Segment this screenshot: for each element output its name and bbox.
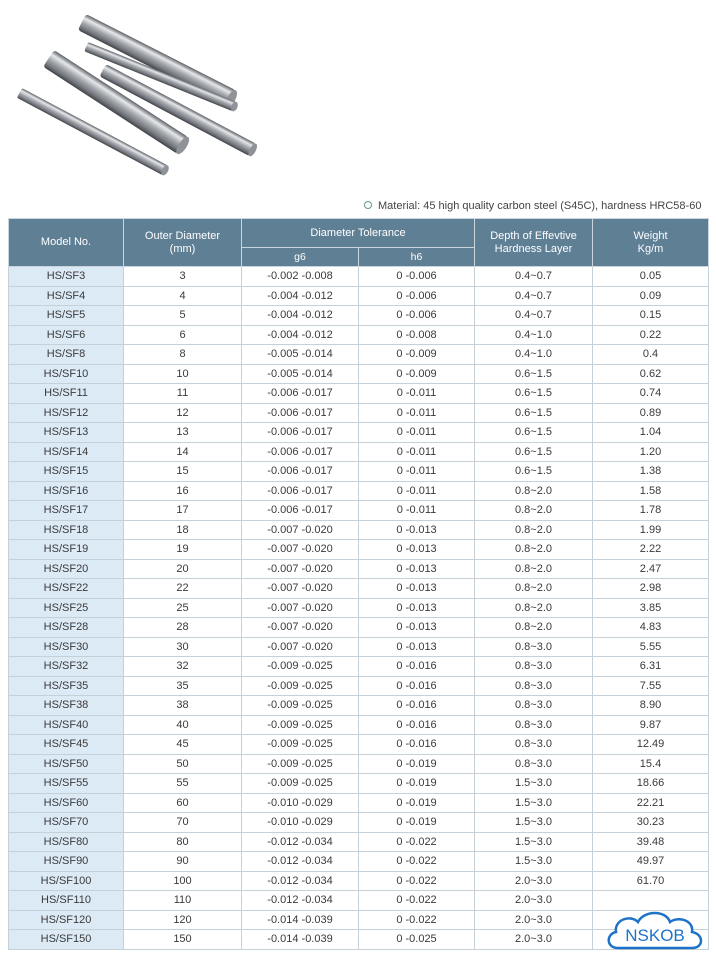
h6-cell: 0 -0.006 <box>359 286 475 306</box>
weight-cell: 61.70 <box>593 871 709 891</box>
g6-cell: -0.006 -0.017 <box>242 462 359 482</box>
h6-cell: 0 -0.011 <box>359 481 475 501</box>
model-cell: HS/SF45 <box>9 735 124 755</box>
h6-cell: 0 -0.008 <box>359 325 475 345</box>
depth-cell: 1.5~3.0 <box>475 832 593 852</box>
h6-cell: 0 -0.013 <box>359 540 475 560</box>
header-outer-diameter: Outer Diameter (mm) <box>124 219 242 267</box>
depth-cell: 0.6~1.5 <box>475 364 593 384</box>
model-cell: HS/SF28 <box>9 618 124 638</box>
h6-cell: 0 -0.019 <box>359 813 475 833</box>
weight-cell: 18.66 <box>593 774 709 794</box>
model-cell: HS/SF25 <box>9 598 124 618</box>
table-row <box>9 364 709 384</box>
table-row <box>9 735 709 755</box>
diameter-cell: 8 <box>124 345 242 365</box>
depth-cell: 0.8~3.0 <box>475 735 593 755</box>
weight-cell: 4.83 <box>593 618 709 638</box>
model-cell: HS/SF20 <box>9 559 124 579</box>
h6-cell: 0 -0.011 <box>359 403 475 423</box>
table-row <box>9 442 709 462</box>
header-h6: h6 <box>359 248 475 267</box>
g6-cell: -0.007 -0.020 <box>242 579 359 599</box>
weight-cell: 0.4 <box>593 345 709 365</box>
diameter-cell: 70 <box>124 813 242 833</box>
h6-cell: 0 -0.009 <box>359 345 475 365</box>
depth-cell: 1.5~3.0 <box>475 774 593 794</box>
diameter-cell: 30 <box>124 637 242 657</box>
weight-cell: 1.58 <box>593 481 709 501</box>
weight-cell: 3.85 <box>593 598 709 618</box>
weight-cell: 0.15 <box>593 306 709 326</box>
weight-cell: 5.55 <box>593 637 709 657</box>
diameter-cell: 18 <box>124 520 242 540</box>
g6-cell: -0.009 -0.025 <box>242 696 359 716</box>
weight-cell: 2.98 <box>593 579 709 599</box>
h6-cell: 0 -0.022 <box>359 852 475 872</box>
depth-cell: 0.6~1.5 <box>475 442 593 462</box>
weight-cell: 1.78 <box>593 501 709 521</box>
depth-cell: 2.0~3.0 <box>475 871 593 891</box>
model-cell: HS/SF19 <box>9 540 124 560</box>
diameter-cell: 14 <box>124 442 242 462</box>
depth-cell: 0.8~3.0 <box>475 696 593 716</box>
model-cell: HS/SF16 <box>9 481 124 501</box>
weight-cell: 1.20 <box>593 442 709 462</box>
depth-cell: 0.4~1.0 <box>475 325 593 345</box>
model-cell: HS/SF10 <box>9 364 124 384</box>
table-row <box>9 403 709 423</box>
diameter-cell: 6 <box>124 325 242 345</box>
depth-cell: 0.8~3.0 <box>475 657 593 677</box>
diameter-cell: 19 <box>124 540 242 560</box>
bullet-icon <box>364 201 372 209</box>
weight-cell: 49.97 <box>593 852 709 872</box>
weight-cell: 0.09 <box>593 286 709 306</box>
g6-cell: -0.007 -0.020 <box>242 637 359 657</box>
model-cell: HS/SF18 <box>9 520 124 540</box>
g6-cell: -0.006 -0.017 <box>242 384 359 404</box>
weight-cell: 0.74 <box>593 384 709 404</box>
model-cell: HS/SF90 <box>9 852 124 872</box>
h6-cell: 0 -0.019 <box>359 754 475 774</box>
depth-cell: 0.8~2.0 <box>475 598 593 618</box>
h6-cell: 0 -0.013 <box>359 559 475 579</box>
diameter-cell: 80 <box>124 832 242 852</box>
depth-cell: 1.5~3.0 <box>475 793 593 813</box>
material-note <box>364 200 701 212</box>
depth-cell: 0.6~1.5 <box>475 462 593 482</box>
g6-cell: -0.009 -0.025 <box>242 754 359 774</box>
h6-cell: 0 -0.016 <box>359 676 475 696</box>
diameter-cell: 11 <box>124 384 242 404</box>
depth-cell: 0.4~0.7 <box>475 306 593 326</box>
material-text: Material: 45 high quality carbon steel (S45C), hardness HRC58-60 <box>378 200 702 212</box>
diameter-cell: 16 <box>124 481 242 501</box>
diameter-cell: 55 <box>124 774 242 794</box>
g6-cell: -0.007 -0.020 <box>242 598 359 618</box>
g6-cell: -0.004 -0.012 <box>242 325 359 345</box>
diameter-cell: 45 <box>124 735 242 755</box>
diameter-cell: 3 <box>124 267 242 287</box>
weight-cell: 2.47 <box>593 559 709 579</box>
table-row <box>9 774 709 794</box>
header-hardness-depth: Depth of Effevtive Hardness Layer <box>475 219 593 267</box>
g6-cell: -0.009 -0.025 <box>242 676 359 696</box>
diameter-cell: 90 <box>124 852 242 872</box>
model-cell: HS/SF6 <box>9 325 124 345</box>
depth-cell: 0.8~2.0 <box>475 579 593 599</box>
header-weight: Weight Kg/m <box>593 219 709 267</box>
table-row <box>9 852 709 872</box>
depth-cell: 2.0~3.0 <box>475 930 593 950</box>
logo-text: NSKOB <box>625 926 685 945</box>
depth-cell: 0.8~3.0 <box>475 676 593 696</box>
weight-cell: 0.05 <box>593 267 709 287</box>
g6-cell: -0.012 -0.034 <box>242 832 359 852</box>
weight-cell: 22.21 <box>593 793 709 813</box>
table-row <box>9 286 709 306</box>
table-row <box>9 579 709 599</box>
diameter-cell: 10 <box>124 364 242 384</box>
g6-cell: -0.004 -0.012 <box>242 306 359 326</box>
weight-cell: 15.4 <box>593 754 709 774</box>
h6-cell: 0 -0.011 <box>359 423 475 443</box>
h6-cell: 0 -0.019 <box>359 793 475 813</box>
model-cell: HS/SF120 <box>9 910 124 930</box>
g6-cell: -0.012 -0.034 <box>242 852 359 872</box>
model-cell: HS/SF150 <box>9 930 124 950</box>
depth-cell: 0.8~2.0 <box>475 481 593 501</box>
depth-cell: 1.5~3.0 <box>475 813 593 833</box>
weight-cell: 7.55 <box>593 676 709 696</box>
diameter-cell: 12 <box>124 403 242 423</box>
table-row <box>9 618 709 638</box>
h6-cell: 0 -0.013 <box>359 618 475 638</box>
diameter-cell: 110 <box>124 891 242 911</box>
g6-cell: -0.007 -0.020 <box>242 618 359 638</box>
weight-cell: 9.87 <box>593 715 709 735</box>
g6-cell: -0.004 -0.012 <box>242 286 359 306</box>
diameter-cell: 40 <box>124 715 242 735</box>
model-cell: HS/SF100 <box>9 871 124 891</box>
depth-cell: 2.0~3.0 <box>475 891 593 911</box>
g6-cell: -0.009 -0.025 <box>242 735 359 755</box>
depth-cell: 0.8~2.0 <box>475 559 593 579</box>
diameter-cell: 38 <box>124 696 242 716</box>
table-row <box>9 384 709 404</box>
h6-cell: 0 -0.022 <box>359 871 475 891</box>
weight-cell: 12.49 <box>593 735 709 755</box>
depth-cell: 0.8~2.0 <box>475 540 593 560</box>
g6-cell: -0.007 -0.020 <box>242 540 359 560</box>
steel-shafts-photo <box>0 0 716 200</box>
diameter-cell: 32 <box>124 657 242 677</box>
table-row <box>9 696 709 716</box>
depth-cell: 0.8~2.0 <box>475 618 593 638</box>
diameter-cell: 15 <box>124 462 242 482</box>
weight-cell: 0.22 <box>593 325 709 345</box>
h6-cell: 0 -0.006 <box>359 306 475 326</box>
h6-cell: 0 -0.006 <box>359 267 475 287</box>
g6-cell: -0.014 -0.039 <box>242 910 359 930</box>
h6-cell: 0 -0.011 <box>359 442 475 462</box>
model-cell: HS/SF22 <box>9 579 124 599</box>
depth-cell: 0.6~1.5 <box>475 403 593 423</box>
weight-cell: 1.38 <box>593 462 709 482</box>
g6-cell: -0.006 -0.017 <box>242 481 359 501</box>
table-row <box>9 540 709 560</box>
table-row <box>9 793 709 813</box>
weight-cell: 6.31 <box>593 657 709 677</box>
diameter-cell: 20 <box>124 559 242 579</box>
model-cell: HS/SF5 <box>9 306 124 326</box>
h6-cell: 0 -0.025 <box>359 930 475 950</box>
model-cell: HS/SF70 <box>9 813 124 833</box>
h6-cell: 0 -0.013 <box>359 520 475 540</box>
diameter-cell: 25 <box>124 598 242 618</box>
diameter-cell: 150 <box>124 930 242 950</box>
g6-cell: -0.002 -0.008 <box>242 267 359 287</box>
diameter-cell: 50 <box>124 754 242 774</box>
weight-cell: 39.48 <box>593 832 709 852</box>
weight-cell: 1.04 <box>593 423 709 443</box>
table-row <box>9 501 709 521</box>
model-cell: HS/SF50 <box>9 754 124 774</box>
model-cell: HS/SF8 <box>9 345 124 365</box>
h6-cell: 0 -0.016 <box>359 735 475 755</box>
g6-cell: -0.009 -0.025 <box>242 774 359 794</box>
weight-cell: 0.89 <box>593 403 709 423</box>
h6-cell: 0 -0.022 <box>359 832 475 852</box>
model-cell: HS/SF30 <box>9 637 124 657</box>
diameter-cell: 35 <box>124 676 242 696</box>
table-row <box>9 598 709 618</box>
h6-cell: 0 -0.013 <box>359 579 475 599</box>
g6-cell: -0.010 -0.029 <box>242 813 359 833</box>
model-cell: HS/SF60 <box>9 793 124 813</box>
diameter-cell: 5 <box>124 306 242 326</box>
depth-cell: 0.4~1.0 <box>475 345 593 365</box>
g6-cell: -0.009 -0.025 <box>242 657 359 677</box>
weight-cell: 2.22 <box>593 540 709 560</box>
table-row <box>9 657 709 677</box>
g6-cell: -0.009 -0.025 <box>242 715 359 735</box>
g6-cell: -0.012 -0.034 <box>242 891 359 911</box>
depth-cell: 0.8~2.0 <box>475 501 593 521</box>
g6-cell: -0.006 -0.017 <box>242 442 359 462</box>
table-row <box>9 520 709 540</box>
table-row <box>9 306 709 326</box>
diameter-cell: 60 <box>124 793 242 813</box>
h6-cell: 0 -0.016 <box>359 696 475 716</box>
g6-cell: -0.005 -0.014 <box>242 345 359 365</box>
depth-cell: 0.8~2.0 <box>475 520 593 540</box>
h6-cell: 0 -0.011 <box>359 501 475 521</box>
h6-cell: 0 -0.011 <box>359 384 475 404</box>
diameter-cell: 120 <box>124 910 242 930</box>
h6-cell: 0 -0.013 <box>359 637 475 657</box>
model-cell: HS/SF35 <box>9 676 124 696</box>
diameter-cell: 4 <box>124 286 242 306</box>
g6-cell: -0.012 -0.034 <box>242 871 359 891</box>
model-cell: HS/SF14 <box>9 442 124 462</box>
h6-cell: 0 -0.011 <box>359 462 475 482</box>
g6-cell: -0.006 -0.017 <box>242 423 359 443</box>
table-row <box>9 325 709 345</box>
diameter-cell: 28 <box>124 618 242 638</box>
diameter-cell: 13 <box>124 423 242 443</box>
diameter-cell: 22 <box>124 579 242 599</box>
spec-table <box>8 218 709 950</box>
header-model: Model No. <box>9 219 124 267</box>
table-row <box>9 832 709 852</box>
diameter-cell: 17 <box>124 501 242 521</box>
model-cell: HS/SF17 <box>9 501 124 521</box>
weight-cell: 30.23 <box>593 813 709 833</box>
depth-cell: 0.6~1.5 <box>475 384 593 404</box>
table-row <box>9 345 709 365</box>
table-row <box>9 267 709 287</box>
depth-cell: 0.6~1.5 <box>475 423 593 443</box>
model-cell: HS/SF3 <box>9 267 124 287</box>
depth-cell: 1.5~3.0 <box>475 852 593 872</box>
table-row <box>9 559 709 579</box>
model-cell: HS/SF32 <box>9 657 124 677</box>
model-cell: HS/SF110 <box>9 891 124 911</box>
table-row <box>9 871 709 891</box>
model-cell: HS/SF12 <box>9 403 124 423</box>
model-cell: HS/SF4 <box>9 286 124 306</box>
model-cell: HS/SF80 <box>9 832 124 852</box>
weight-cell: 0.62 <box>593 364 709 384</box>
spec-table-body <box>9 267 709 950</box>
h6-cell: 0 -0.019 <box>359 774 475 794</box>
weight-cell: 1.99 <box>593 520 709 540</box>
table-row <box>9 715 709 735</box>
g6-cell: -0.006 -0.017 <box>242 403 359 423</box>
depth-cell: 0.8~3.0 <box>475 637 593 657</box>
h6-cell: 0 -0.016 <box>359 657 475 677</box>
table-row <box>9 637 709 657</box>
h6-cell: 0 -0.022 <box>359 910 475 930</box>
g6-cell: -0.007 -0.020 <box>242 559 359 579</box>
h6-cell: 0 -0.022 <box>359 891 475 911</box>
table-row <box>9 754 709 774</box>
h6-cell: 0 -0.016 <box>359 715 475 735</box>
depth-cell: 0.4~0.7 <box>475 267 593 287</box>
depth-cell: 0.8~3.0 <box>475 715 593 735</box>
diameter-cell: 100 <box>124 871 242 891</box>
table-row <box>9 813 709 833</box>
g6-cell: -0.007 -0.020 <box>242 520 359 540</box>
table-row <box>9 481 709 501</box>
nskob-logo <box>604 904 706 956</box>
header-g6: g6 <box>242 248 359 267</box>
model-cell: HS/SF40 <box>9 715 124 735</box>
g6-cell: -0.005 -0.014 <box>242 364 359 384</box>
depth-cell: 2.0~3.0 <box>475 910 593 930</box>
model-cell: HS/SF13 <box>9 423 124 443</box>
model-cell: HS/SF11 <box>9 384 124 404</box>
table-row <box>9 423 709 443</box>
table-row <box>9 462 709 482</box>
model-cell: HS/SF55 <box>9 774 124 794</box>
h6-cell: 0 -0.013 <box>359 598 475 618</box>
g6-cell: -0.014 -0.039 <box>242 930 359 950</box>
table-row <box>9 676 709 696</box>
g6-cell: -0.010 -0.029 <box>242 793 359 813</box>
depth-cell: 0.8~3.0 <box>475 754 593 774</box>
header-diameter-tolerance: Diameter Tolerance <box>242 219 475 248</box>
model-cell: HS/SF15 <box>9 462 124 482</box>
h6-cell: 0 -0.009 <box>359 364 475 384</box>
model-cell: HS/SF38 <box>9 696 124 716</box>
depth-cell: 0.4~0.7 <box>475 286 593 306</box>
g6-cell: -0.006 -0.017 <box>242 501 359 521</box>
weight-cell: 8.90 <box>593 696 709 716</box>
